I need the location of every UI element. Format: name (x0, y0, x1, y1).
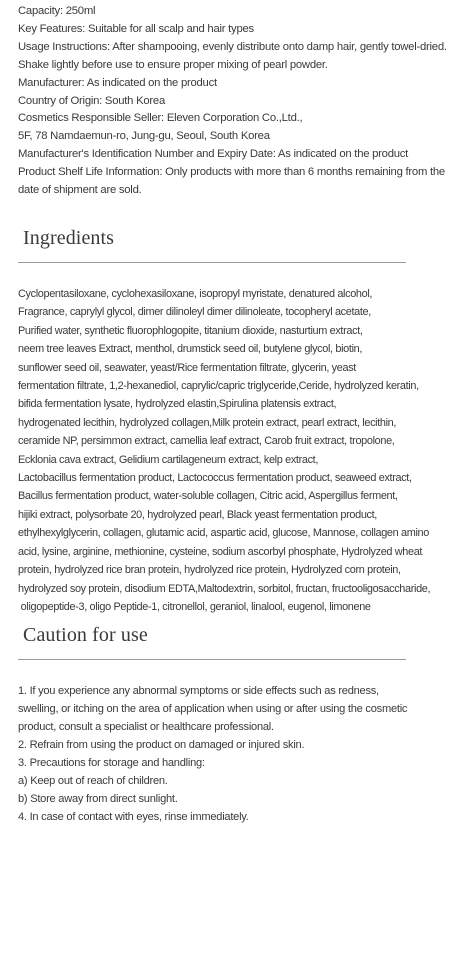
ingredient-line: fermentation filtrate, 1,2-hexanediol, caprylic/capric triglyceride,Ceride, hydrolyzed keratin, (18, 380, 419, 393)
info-usage: Usage Instructions: After shampooing, evenly distribute onto damp hair, gently towel-dried. (18, 40, 447, 53)
ingredient-line: Purified water, synthetic fluorophlogopite, titanium dioxide, nasturtium extract, (18, 324, 363, 337)
info-shelf-life: Product Shelf Life Information: Only products with more than 6 months remaining from the (18, 166, 445, 179)
ingredient-line: Ecklonia cava extract, Gelidium cartilageneum extract, kelp extract, (18, 453, 319, 466)
caution-item: b) Store away from direct sunlight. (18, 793, 178, 805)
ingredient-line: sunflower seed oil, seawater, yeast/Rice fermentation filtrate, glycerin, yeast (18, 361, 356, 374)
info-seller-address: 5F, 78 Namdaemun-ro, Jung-gu, Seoul, South Korea (18, 130, 270, 143)
info-usage-cont: Shake lightly before use to ensure proper mixing of pearl powder. (18, 58, 328, 71)
caution-item: product, consult a specialist or healthcare professional. (18, 721, 274, 733)
caution-item: 3. Precautions for storage and handling: (18, 757, 205, 769)
ingredient-line: ceramide NP, persimmon extract, camellia leaf extract, Carob fruit extract, tropolone, (18, 435, 395, 448)
ingredients-heading: Ingredients (23, 227, 115, 249)
ingredient-line: hydrogenated lecithin, hydrolyzed collagen,Milk protein extract, pearl extract, lecithin, (18, 416, 397, 429)
ingredient-line: Fragrance, caprylyl glycol, dimer dilinoleyl dimer dilinoleate, tocopheryl acetate, (18, 306, 371, 319)
info-capacity: Capacity: 250ml (18, 5, 96, 17)
ingredient-line: Cyclopentasiloxane, cyclohexasiloxane, isopropyl myristate, denatured alcohol, (18, 288, 373, 300)
ingredient-line: hijiki extract, polysorbate 20, hydrolyzed pearl, Black yeast fermentation product, (18, 508, 377, 521)
caution-item: 1. If you experience any abnormal symptoms or side effects such as redness, (18, 685, 379, 697)
ingredient-line: ethylhexylglycerin, collagen, glutamic acid, aspartic acid, glucose, Mannose, collagen amino (18, 527, 429, 540)
info-shelf-life-cont: date of shipment are sold. (18, 184, 142, 197)
ingredient-line: bifida fermentation lysate, hydrolyzed elastin,Spirulina platensis extract, (18, 398, 337, 411)
ingredient-line: Lactobacillus fermentation product, Lactococcus fermentation product, seaweed extract, (18, 472, 412, 485)
caution-item: swelling, or itching on the area of application when using or after using the cosmetic (18, 703, 408, 715)
caution-divider (18, 659, 406, 660)
caution-heading: Caution for use (23, 624, 148, 646)
cropped-top-line (18, 0, 204, 1)
caution-item: 2. Refrain from using the product on damaged or injured skin. (18, 739, 305, 751)
info-key-features: Key Features: Suitable for all scalp and hair types (18, 22, 254, 35)
ingredient-line: acid, lysine, arginine, methionine, cysteine, sodium ascorbyl phosphate, Hydrolyzed wheat (18, 545, 423, 558)
ingredient-line: oligopeptide-3, oligo Peptide-1, citronellol, geraniol, linalool, eugenol, limonene (18, 600, 371, 613)
ingredient-line: protein, hydrolyzed rice bran protein, hydrolyzed rice protein, Hydrolyzed corn protein, (18, 564, 401, 577)
info-seller: Cosmetics Responsible Seller: Eleven Corporation Co.,Ltd., (18, 112, 303, 125)
ingredient-line: hydrolyzed soy protein, disodium EDTA,Maltodextrin, sorbitol, fructan, fructooligosaccharide, (18, 582, 431, 595)
info-country: Country of Origin: South Korea (18, 94, 165, 107)
ingredient-line: neem tree leaves Extract, menthol, drumstick seed oil, butylene glycol, biotin, (18, 343, 363, 356)
caution-list (18, 682, 454, 826)
ingredient-line: Bacillus fermentation product, water-soluble collagen, Citric acid, Aspergillus ferment, (18, 490, 398, 503)
info-manufacturer: Manufacturer: As indicated on the product (18, 76, 217, 89)
caution-item: 4. In case of contact with eyes, rinse immediately. (18, 811, 249, 823)
info-identification: Manufacturer's Identification Number and Expiry Date: As indicated on the product (18, 148, 409, 161)
product-info (18, 3, 454, 200)
ingredients-divider (18, 262, 406, 263)
ingredients-list (18, 285, 454, 616)
caution-item: a) Keep out of reach of children. (18, 775, 168, 787)
